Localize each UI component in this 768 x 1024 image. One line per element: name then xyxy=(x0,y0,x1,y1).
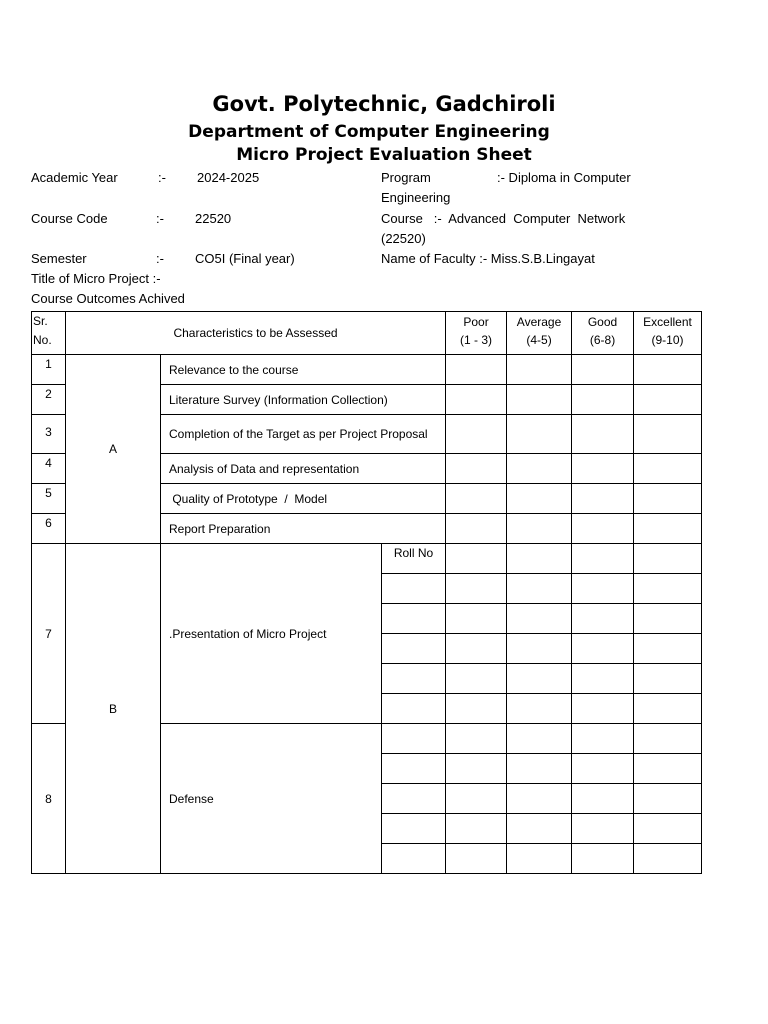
score-cell[interactable] xyxy=(507,754,572,784)
group-b-cell: B xyxy=(66,544,161,874)
score-cell[interactable] xyxy=(446,355,507,385)
score-cell[interactable] xyxy=(572,355,634,385)
score-cell[interactable] xyxy=(446,754,507,784)
sr-no-cell: 8 xyxy=(32,724,66,874)
roll-no-cell[interactable] xyxy=(382,574,446,604)
roll-no-cell[interactable] xyxy=(382,664,446,694)
score-cell[interactable] xyxy=(446,574,507,604)
micro-project-title-label: Title of Micro Project :- xyxy=(31,271,161,286)
semester-value: CO5I (Final year) xyxy=(195,251,295,266)
score-cell[interactable] xyxy=(634,694,702,724)
score-cell[interactable] xyxy=(446,544,507,574)
score-cell[interactable] xyxy=(634,514,702,544)
characteristic-cell: Relevance to the course xyxy=(161,355,446,385)
score-cell[interactable] xyxy=(572,634,634,664)
score-cell[interactable] xyxy=(572,415,634,454)
sr-no-cell: 1 xyxy=(32,355,66,385)
roll-no-header: Roll No xyxy=(382,544,446,574)
characteristic-cell: Defense xyxy=(161,724,382,874)
score-cell[interactable] xyxy=(572,844,634,874)
score-cell[interactable] xyxy=(507,574,572,604)
academic-year-label: Academic Year xyxy=(31,170,118,185)
score-cell[interactable] xyxy=(507,784,572,814)
score-cell[interactable] xyxy=(634,814,702,844)
score-cell[interactable] xyxy=(446,814,507,844)
score-cell[interactable] xyxy=(507,514,572,544)
score-cell[interactable] xyxy=(446,664,507,694)
sr-no-header xyxy=(32,312,66,355)
score-cell[interactable] xyxy=(446,484,507,514)
course-name-cont: (22520) xyxy=(381,231,426,246)
course-code-sep: :- xyxy=(156,211,164,226)
evaluation-table xyxy=(31,311,702,874)
score-cell[interactable] xyxy=(572,724,634,754)
group-a-cell: A xyxy=(66,355,161,544)
score-cell[interactable] xyxy=(572,514,634,544)
score-cell[interactable] xyxy=(634,664,702,694)
sr-no-cell: 6 xyxy=(32,514,66,544)
sr-no-cell: 4 xyxy=(32,454,66,484)
program-value: :- Diploma in Computer xyxy=(497,170,631,185)
roll-no-cell[interactable] xyxy=(382,694,446,724)
program-value-cont: Engineering xyxy=(381,190,451,205)
sr-no-cell: 7 xyxy=(32,544,66,724)
roll-no-cell[interactable] xyxy=(382,604,446,634)
score-cell[interactable] xyxy=(572,484,634,514)
sr-no-cell: 3 xyxy=(32,415,66,454)
score-cell[interactable] xyxy=(507,604,572,634)
grade-good-header xyxy=(572,312,634,355)
score-cell[interactable] xyxy=(634,454,702,484)
score-cell[interactable] xyxy=(572,574,634,604)
course-outcomes-label: Course Outcomes Achived xyxy=(31,291,185,306)
sr-no-cell: 5 xyxy=(32,484,66,514)
sr-no-header-line1: Sr. xyxy=(33,314,48,328)
score-cell[interactable] xyxy=(507,814,572,844)
score-cell[interactable] xyxy=(446,385,507,415)
score-cell[interactable] xyxy=(634,724,702,754)
table-row xyxy=(32,355,702,385)
score-cell[interactable] xyxy=(572,454,634,484)
grade-range: (6-8) xyxy=(589,333,616,347)
score-cell[interactable] xyxy=(634,754,702,784)
academic-year-value: 2024-2025 xyxy=(197,170,260,185)
grade-poor-header xyxy=(446,312,507,355)
roll-no-cell[interactable] xyxy=(382,634,446,664)
characteristic-cell: Quality of Prototype / Model xyxy=(161,484,446,514)
characteristics-header: Characteristics to be Assessed xyxy=(66,312,446,355)
score-cell[interactable] xyxy=(634,544,702,574)
characteristic-cell: Literature Survey (Information Collection) xyxy=(161,385,446,415)
score-cell[interactable] xyxy=(572,604,634,634)
grade-range: (4-5) xyxy=(526,333,552,347)
grade-range: (1 - 3) xyxy=(460,333,493,347)
score-cell[interactable] xyxy=(634,355,702,385)
score-cell[interactable] xyxy=(507,385,572,415)
semester-sep: :- xyxy=(156,251,164,266)
program-label: Program xyxy=(381,170,431,185)
score-cell[interactable] xyxy=(507,415,572,454)
score-cell[interactable] xyxy=(507,355,572,385)
characteristic-cell: .Presentation of Micro Project xyxy=(161,544,382,724)
score-cell[interactable] xyxy=(634,484,702,514)
score-cell[interactable] xyxy=(572,544,634,574)
score-cell[interactable] xyxy=(446,844,507,874)
grade-label: Poor xyxy=(463,315,489,329)
characteristic-cell: Analysis of Data and representation xyxy=(161,454,446,484)
score-cell[interactable] xyxy=(572,784,634,814)
table-header-row xyxy=(32,312,702,355)
sr-no-header-line2: No. xyxy=(33,333,52,347)
semester-label: Semester xyxy=(31,251,87,266)
score-cell[interactable] xyxy=(507,544,572,574)
score-cell[interactable] xyxy=(446,604,507,634)
course-code-value: 22520 xyxy=(195,211,232,226)
roll-no-cell[interactable] xyxy=(382,754,446,784)
characteristic-cell: Report Preparation xyxy=(161,514,446,544)
score-cell[interactable] xyxy=(572,664,634,694)
score-cell[interactable] xyxy=(572,814,634,844)
department-title: Department of Computer Engineering xyxy=(188,122,550,142)
score-cell[interactable] xyxy=(634,844,702,874)
score-cell[interactable] xyxy=(634,415,702,454)
score-cell[interactable] xyxy=(634,574,702,604)
grade-label: Average xyxy=(516,315,562,329)
course-code-label: Course Code xyxy=(31,211,108,226)
score-cell[interactable] xyxy=(634,604,702,634)
score-cell[interactable] xyxy=(446,514,507,544)
roll-no-cell[interactable] xyxy=(382,844,446,874)
faculty-name: Name of Faculty :- Miss.S.B.Lingayat xyxy=(381,251,595,266)
score-cell[interactable] xyxy=(634,385,702,415)
sheet-title: Micro Project Evaluation Sheet xyxy=(236,145,532,165)
score-cell[interactable] xyxy=(446,724,507,754)
grade-label: Good xyxy=(587,315,618,329)
sr-no-cell: 2 xyxy=(32,385,66,415)
score-cell[interactable] xyxy=(507,664,572,694)
score-cell[interactable] xyxy=(634,784,702,814)
grade-excellent-header xyxy=(634,312,702,355)
score-cell[interactable] xyxy=(507,634,572,664)
score-cell[interactable] xyxy=(446,694,507,724)
table-row xyxy=(32,544,702,574)
score-cell[interactable] xyxy=(446,454,507,484)
roll-no-cell[interactable] xyxy=(382,814,446,844)
course-name: Course :- Advanced Computer Network xyxy=(381,211,626,226)
score-cell[interactable] xyxy=(446,415,507,454)
score-cell[interactable] xyxy=(446,784,507,814)
score-cell[interactable] xyxy=(507,724,572,754)
score-cell[interactable] xyxy=(634,634,702,664)
grade-range: (9-10) xyxy=(651,333,684,347)
roll-no-cell[interactable] xyxy=(382,724,446,754)
score-cell[interactable] xyxy=(507,844,572,874)
roll-no-cell[interactable] xyxy=(382,784,446,814)
score-cell[interactable] xyxy=(572,694,634,724)
score-cell[interactable] xyxy=(507,694,572,724)
academic-year-sep: :- xyxy=(158,170,166,185)
score-cell[interactable] xyxy=(572,754,634,784)
grade-label: Excellent xyxy=(643,315,692,329)
score-cell[interactable] xyxy=(446,634,507,664)
score-cell[interactable] xyxy=(507,454,572,484)
score-cell[interactable] xyxy=(507,484,572,514)
institute-title: Govt. Polytechnic, Gadchiroli xyxy=(212,92,556,116)
grade-average-header xyxy=(507,312,572,355)
characteristic-cell: Completion of the Target as per Project Proposal xyxy=(161,415,446,454)
score-cell[interactable] xyxy=(572,385,634,415)
